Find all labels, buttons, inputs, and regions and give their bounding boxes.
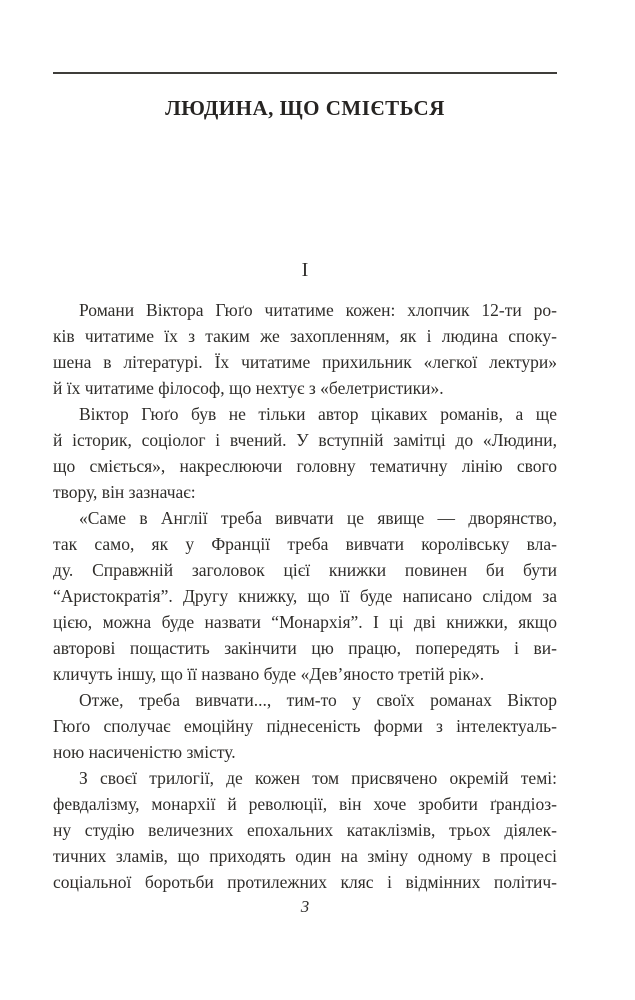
text-line: твору, він зазначає: [53,482,196,502]
paragraph [53,765,557,895]
paragraph [53,687,557,765]
paragraph [53,505,557,687]
text-line: ною насиченістю змісту. [53,742,236,762]
text-line: «Саме в Англії треба вивчати це явище — дворянство, [79,508,557,528]
page-title: ЛЮДИНА, ЩО СМІЄТЬСЯ [165,96,445,120]
text-line: шена в літературі. Їх читатиме прихильник «легкої лектури» [53,352,557,372]
text-line: ну студію величезних епохальних катаклізмів, трьох діялек- [53,820,557,840]
text-line: що сміється», накреслюючи головну тематичну лінію свого [53,456,557,476]
header-rule [53,72,557,74]
text-line: так само, як у Франції треба вивчати королівську вла- [53,534,557,554]
text-line: З своєї трилогії, де кожен том присвячено окремій темі: [79,768,557,788]
text-line: й їх читатиме філософ, що нехтує з «белетристики». [53,378,444,398]
text-line: цією, можна буде назвати “Монархія”. І ці дві книжки, якщо [53,612,557,632]
paragraph [53,401,557,505]
text-line: соціальної боротьби протилежних кляс і відмінних політич- [53,872,557,892]
text-line: тичних зламів, що приходять один на зміну одному в процесі [53,846,557,866]
text-line: Романи Віктора Гюґо читатиме кожен: хлопчик 12-ти ро- [79,300,557,320]
paragraph [53,297,557,401]
text-line: авторові пощастить закінчити цю працю, попередять і ви- [53,638,557,658]
text-line: Віктор Гюґо був не тільки автор цікавих романів, а ще [79,404,557,424]
text-body [53,297,557,895]
page-number: 3 [300,897,310,916]
text-line: Гюґо сполучає емоційну піднесеність форми з інтелектуаль- [53,716,557,736]
text-line: “Аристократія”. Другу книжку, що її буде написано слідом за [53,586,557,606]
text-line: ків читатиме їх з таким же захопленням, як і людина споку- [53,326,557,346]
text-line: февдалізму, монархії й революції, він хоче зробити ґрандіоз- [53,794,557,814]
text-line: ду. Справжній заголовок цієї книжки повинен би бути [53,560,557,580]
section-numeral: I [301,259,309,281]
text-line: кличуть іншу, що її названо буде «Дев’яносто третій рік». [53,664,485,684]
text-line: Отже, треба вивчати..., тим-то у своїх романах Віктор [79,690,557,710]
text-line: й історик, соціолог і вчений. У вступній замітці до «Людини, [53,430,557,450]
